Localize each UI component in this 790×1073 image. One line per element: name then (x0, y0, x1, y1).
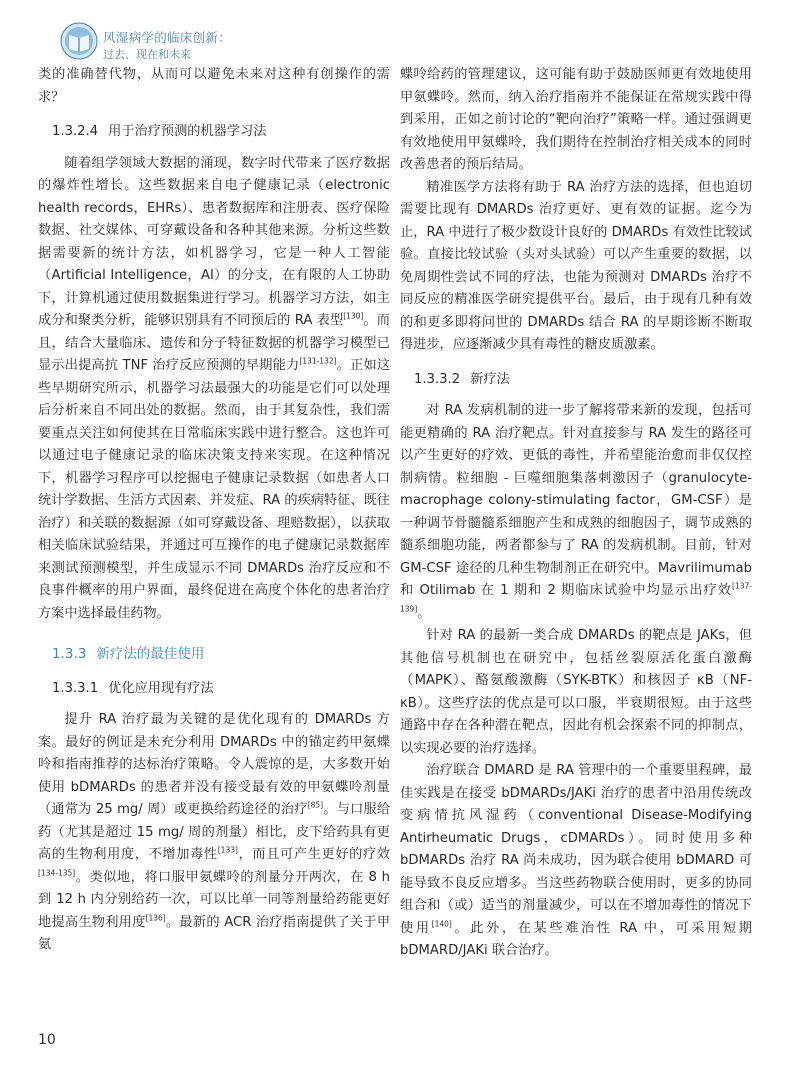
section-heading-1-3-3 (38, 643, 390, 666)
citation: [136] (145, 913, 166, 923)
book-logo-icon (60, 22, 98, 60)
citation: [137-139] (400, 581, 752, 614)
right-column (400, 64, 752, 963)
section-number: 1.3.3 (52, 646, 87, 662)
running-header (0, 0, 790, 62)
section-title: 优化应用现有疗法 (108, 680, 214, 696)
section-title: 用于治疗预测的机器学习法 (108, 124, 267, 139)
continued-paragraph: 蝶呤给药的管理建议，这可能有助于鼓励医师更有效地使用甲氨蝶呤。然而，纳入治疗指南并不能保证在常规实践中得到采用，正如之前讨论的“靶向治疗”策略一样。通过强调更有效地使用甲氨蝶呤，我们期待在控制治疗相关成本的同时改善患者的预后结局。 (400, 67, 752, 172)
jak-paragraph: 针对 RA 的最新一类合成 DMARDs 的靶点是 JAKs，但其他信号机制也在研究中，包括丝裂原活化蛋白激酶（MAPK）、酪氨酸激酶（SYK-BTK）和核因子 κB（NF-κB）。这些疗法的优点是可以口服，半衰期很短。由于这些通路中存在各种潜在靶点，因此有机会探索不同的抑制点，以实现必要的治疗选择。 (400, 628, 752, 756)
citation: [134-135] (38, 868, 76, 878)
section-heading-1-3-3-2 (400, 369, 752, 392)
section-heading-1-3-2-4 (38, 121, 390, 144)
section-number: 1.3.3.1 (52, 680, 99, 696)
machine-learning-paragraph: 随着组学领域大数据的涌现，数字时代带来了医疗数据的爆炸性增长。这些数据来自电子健康记录（electronic health records，EHRs）、患者数据库和注册表、医疗保险数据、社交媒体、可穿戴设备和各种其他来源。分析这些数据需要新的统计方法，如机器学习，它是一种人工智能（Artificial Intelligence，AI）的分支，在有限的人工协助下，计算机通过使用数据集进行学习。机器学习方法，如主成分和聚类分析，能够识别具有不同预后的 RA 表型[130]。而且，结合大量临床、遗传和分子特征数据的机器学习模型已显示出提高抗 TNF 治疗反应预测的早期能力[131-132]。正如这些早期研究所示，机器学习法最强大的功能是它们可以处理后分析来自不同出处的数据。然而，由于其复杂性，我们需要重点关注如何使其在日常临床实践中进行整合。这也许可以通过电子健康记录的临床决策支持来实现。在这种情况下，机器学习程序可以挖掘电子健康记录数据（如患者人口统计学数据、生活方式因素、并发症、RA 的疾病特征、既往治疗）和关联的数据源（如可穿戴设备、理赔数据），以获取相关临床试验结果，并通过可互操作的电子健康记录数据库来测试预测模型，并生成显示不同 DMARDs 治疗反应和不良事件概率的用户界面，最终促进在高度个体化的患者治疗方案中选择最佳药物。 (38, 155, 391, 621)
combination-therapy-paragraph: 治疗联合 DMARD 是 RA 管理中的一个重要里程碑，最佳实践是在接受 bDMARDs/JAKi 治疗的患者中沿用传统改变病情抗风湿药（conventional Disease-Modifying Antirheumatic Drugs，cDMARDs）。同时使用多种 bDMARDs 治疗 RA 尚未成功，因为联合使用 bDMARD 可能导致不良反应增多。当这些药物联合使用时，更多的协同组合和（或）适当的剂量减少，可以在不增加毒性的情况下使用[140]。此外，在某些难治性 RA 中，可采用短期 bDMARD/JAKi 联合治疗。 (400, 763, 752, 958)
header-title: 风湿病学的临床创新： (103, 30, 232, 45)
citation: [130] (343, 311, 364, 321)
precision-medicine-paragraph: 精准医学方法将有助于 RA 治疗方法的选择，但也迫切需要比现有 DMARDs 治疗更好、更有效的证据。迄今为止，RA 中进行了极少数设计良好的 DMARDs 有效性比较试验。直接比较试验（头对头试验）可以产生重要的数据，以免周期性尝试不同的疗法，也能为预测对 DMARDs 治疗不同反应的精准医学研究提供平台。最后，由于现有几种有效的和更多即将问世的 DMARDs 结合 RA 的早期诊断不断取得进步，应逐渐减少具有毒性的糖皮质激素。 (400, 179, 752, 352)
section-number: 1.3.3.2 (414, 371, 461, 387)
citation: [131-132] (299, 356, 337, 366)
optimize-therapy-paragraph: 提升 RA 治疗最为关键的是优化现有的 DMARDs 方案。最好的例证是未充分利用 DMARDs 中的锚定药甲氨蝶呤和指南推荐的达标治疗策略。令人震惊的是，大多数开始使用 bDMARDs 的患者并没有接受最有效的甲氨蝶呤剂量（通常为 25 mg/ 周）或更换给药途径的治疗[85]。与口服给药（尤其是超过 15 mg/ 周的剂量）相比，皮下给药具有更高的生物利用度，不增加毒性[133]，而且可产生更好的疗效[134-135]。类似地，将口服甲氨蝶呤的剂量分开两次，在 8 h 到 12 h 内分别给药一次，可以比单一同等剂量给药能更好地提高生物利用度[136]。最新的 ACR 治疗指南提供了关于甲氨 (38, 712, 391, 952)
citation: [140] (431, 919, 452, 929)
citation: [85] (307, 800, 324, 810)
section-heading-1-3-3-1 (38, 678, 390, 701)
header-subtitle: 过去、现在和未来 (103, 48, 191, 61)
section-number: 1.3.2.4 (52, 124, 99, 139)
citation: [133] (217, 845, 238, 855)
left-column (38, 64, 390, 957)
continued-paragraph: 类的准确替代物，从而可以避免未来对这种有创操作的需求？ (38, 67, 390, 105)
section-title: 新疗法的最佳使用 (96, 646, 205, 662)
new-therapy-paragraph: 对 RA 发病机制的进一步了解将带来新的发现，包括可能更精确的 RA 治疗靶点。针对直接参与 RA 发生的路径可以产生更好的疗效、更低的毒性，并希望能治愈而非仅仅控制病情。粒细胞 - 巨噬细胞集落刺激因子（granulocyte-macrophage colony-stimulating factor，GM-CSF）是一种调节骨髓髓系细胞产生和成熟的细胞因子，调节成熟的髓系细胞功能，两者都参与了 RA 的发病机制。目前，针对 GM-CSF 途径的几种生物制剂正在研究中。Mavrilimumab 和 Otilimab 在 1 期和 2 期临床试验中均显示出疗效[137-139]。 (400, 403, 752, 621)
section-title: 新疗法 (470, 371, 510, 387)
page-number: 10 (38, 1032, 56, 1048)
